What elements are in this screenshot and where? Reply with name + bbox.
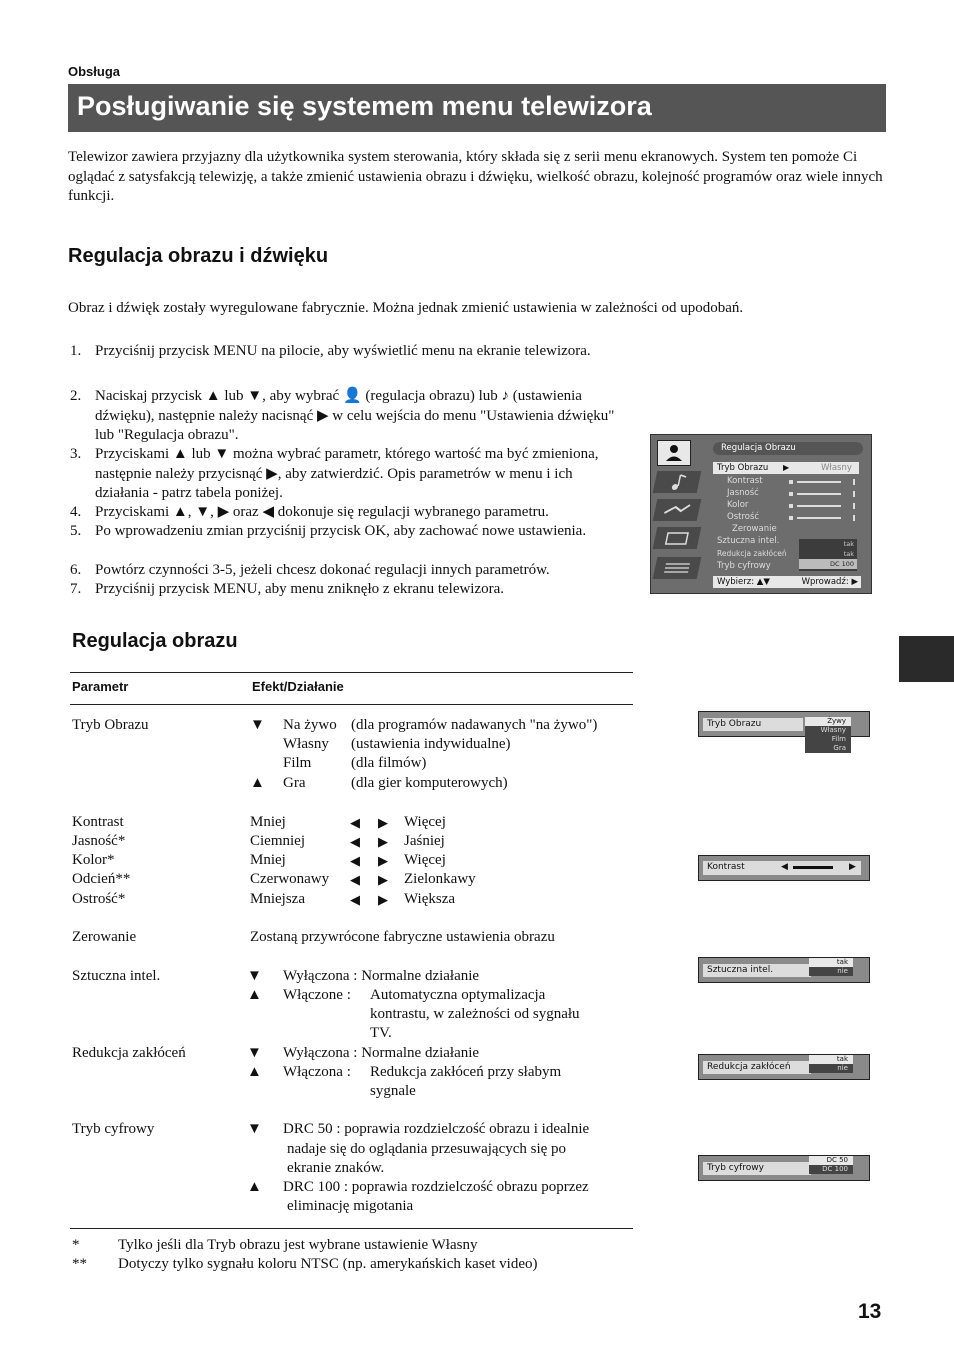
redukcja-on-label: Włączona : bbox=[283, 1064, 351, 1080]
redukcja-off: Wyłączona : Normalne działanie bbox=[283, 1045, 480, 1061]
table-top-rule bbox=[70, 672, 633, 673]
osd-slider-kolor bbox=[789, 503, 859, 509]
osd-value-cyfrowy: DC 100 bbox=[799, 559, 857, 569]
mini-option: DC 100 bbox=[822, 1165, 848, 1173]
right-arrow-icon: ▶ bbox=[378, 892, 388, 907]
osd-item-tryb: Tryb Obrazu bbox=[717, 463, 769, 473]
step-number: 1. bbox=[70, 343, 82, 359]
step-4 bbox=[70, 503, 630, 523]
osd-item-zerowanie: Zerowanie bbox=[732, 524, 777, 534]
slider-high: Większa bbox=[404, 891, 456, 907]
right-arrow-icon: ▶ bbox=[378, 834, 388, 849]
footnote-mark: * bbox=[72, 1237, 80, 1253]
step-text: Przyciśnij przycisk MENU na pilocie, aby wyświetlić menu na ekranie telewizora. bbox=[95, 343, 591, 359]
osd-panel bbox=[711, 439, 867, 589]
param-kontrast: Kontrast bbox=[72, 814, 124, 830]
mini-options bbox=[809, 958, 853, 976]
arrow-up: ▲ bbox=[250, 775, 265, 791]
arrow-down: ▼ bbox=[250, 717, 265, 733]
cyfrowy-drc100-2: eliminację migotania bbox=[287, 1198, 414, 1214]
arrow-down-icon: ▼ bbox=[247, 1045, 262, 1061]
features-icon bbox=[653, 499, 702, 521]
osd-tab-list bbox=[653, 557, 702, 579]
step-2 bbox=[70, 387, 630, 446]
param-cyfrowy: Tryb cyfrowy bbox=[72, 1121, 155, 1137]
table-bottom-rule bbox=[70, 1228, 633, 1229]
sztuczna-off: Wyłączona : Normalne działanie bbox=[283, 968, 480, 984]
cyfrowy-drc50-2: nadaje się do oglądania przesuwających się po bbox=[287, 1141, 567, 1157]
step-text: Naciskaj przycisk ▲ lub ▼, aby wybrać 👤 (regulacja obrazu) lub ♪ (ustawienia dźwięku), następnie należy nacisnąć ▶ w celu wejścia do menu "Ustawienia dźwięku" lub "Regulacja obrazu". bbox=[95, 388, 615, 443]
osd-footer bbox=[713, 576, 861, 588]
step-number: 6. bbox=[70, 562, 82, 578]
mini-screen-redukcja bbox=[698, 1054, 870, 1080]
osd-item-cyfrowy: Tryb cyfrowy bbox=[717, 561, 771, 571]
arrow-up-icon: ▲ bbox=[247, 1179, 262, 1195]
table-header-rule bbox=[70, 704, 633, 705]
left-arrow-icon: ◀ bbox=[350, 815, 360, 830]
mini-options bbox=[809, 1055, 853, 1073]
slider-low: Mniejsza bbox=[250, 891, 305, 907]
mini-screen-tryb bbox=[698, 711, 870, 752]
mode-name: Na żywo bbox=[283, 717, 337, 733]
side-tab-marker bbox=[899, 636, 954, 682]
step-number: 7. bbox=[70, 581, 82, 597]
osd-item-ostrosc: Ostrość bbox=[727, 512, 760, 522]
setup-icon bbox=[653, 527, 702, 549]
osd-tab-setup bbox=[653, 527, 702, 549]
osd-menu-screenshot bbox=[650, 434, 872, 594]
osd-title: Regulacja Obrazu bbox=[713, 442, 863, 455]
footnote-text: Tylko jeśli dla Tryb obrazu jest wybrane ustawienie Własny bbox=[118, 1237, 478, 1253]
zerowanie-desc: Zostaną przywrócone fabryczne ustawienia obrazu bbox=[250, 929, 555, 945]
step-5 bbox=[70, 522, 630, 542]
left-arrow-icon: ◀ bbox=[350, 834, 360, 849]
slider-high: Jaśniej bbox=[404, 833, 445, 849]
left-arrow-icon: ◀ bbox=[350, 853, 360, 868]
osd-slider-jasnosc bbox=[789, 491, 859, 497]
mini-label: Tryb cyfrowy bbox=[703, 1162, 811, 1175]
step-7 bbox=[70, 580, 630, 600]
step-number: 2. bbox=[70, 388, 82, 404]
mini-label: Redukcja zakłóceń bbox=[703, 1061, 811, 1074]
osd-item-jasnosc: Jasność bbox=[727, 488, 759, 498]
osd-tab-features bbox=[653, 499, 702, 521]
section-heading-picture-sound: Regulacja obrazu i dźwięku bbox=[68, 245, 329, 267]
mini-option: nie bbox=[837, 967, 848, 975]
arrow-down-icon: ▼ bbox=[247, 968, 262, 984]
param-sztuczna: Sztuczna intel. bbox=[72, 968, 161, 984]
mode-desc: (dla filmów) bbox=[351, 755, 427, 771]
sztuczna-on-desc: Automatyczna optymalizacja bbox=[370, 987, 546, 1003]
osd-item-kolor: Kolor bbox=[727, 500, 749, 510]
osd-value-redukcja: tak bbox=[843, 550, 854, 558]
mini-options bbox=[809, 1156, 853, 1174]
footnote-mark: ** bbox=[72, 1256, 87, 1272]
param-kolor: Kolor* bbox=[72, 852, 115, 868]
slider-high: Więcej bbox=[404, 814, 446, 830]
mini-option-selected: DC 50 bbox=[809, 1156, 853, 1165]
osd-selected-value: Własny bbox=[821, 463, 852, 473]
arrow-down-icon: ▼ bbox=[247, 1121, 262, 1137]
mini-option: Własny bbox=[820, 726, 846, 734]
arrow-up-icon: ▲ bbox=[247, 1064, 262, 1080]
step-text: Powtórz czynności 3-5, jeżeli chcesz dokonać regulacji innych parametrów. bbox=[95, 562, 550, 578]
slider-low: Czerwonawy bbox=[250, 871, 330, 887]
osd-footer-select: Wybierz: ▲▼ bbox=[717, 577, 770, 587]
mini-label: Tryb Obrazu bbox=[703, 718, 803, 731]
param-odcien: Odcień** bbox=[72, 871, 131, 887]
slider-high: Zielonkawy bbox=[404, 871, 476, 887]
osd-arrow: ▶ bbox=[783, 463, 790, 472]
osd-item-kontrast: Kontrast bbox=[727, 476, 763, 486]
page-title: Posługiwanie się systemem menu telewizora bbox=[77, 91, 652, 121]
step-number: 5. bbox=[70, 523, 82, 539]
mode-desc: (ustawienia indywidualne) bbox=[351, 736, 511, 752]
mode-desc: (dla gier komputerowych) bbox=[351, 775, 508, 791]
left-arrow-icon: ◀ bbox=[350, 892, 360, 907]
mini-option-selected: tak bbox=[809, 958, 853, 967]
left-arrow-icon: ◀ bbox=[350, 872, 360, 887]
osd-item-redukcja: Redukcja zakłóceń bbox=[717, 549, 787, 558]
osd-slider-ostrosc bbox=[789, 515, 859, 521]
param-ostrosc: Ostrość* bbox=[72, 891, 126, 907]
step-text: Po wprowadzeniu zmian przyciśnij przycisk OK, aby zachować nowe ustawienia. bbox=[95, 523, 587, 539]
step-number: 4. bbox=[70, 504, 82, 520]
step-1 bbox=[70, 342, 630, 362]
param-tryb-obrazu: Tryb Obrazu bbox=[72, 717, 149, 733]
step-number: 3. bbox=[70, 446, 82, 462]
right-arrow-icon: ▶ bbox=[378, 815, 388, 830]
factory-settings-paragraph: Obraz i dźwięk zostały wyregulowane fabrycznie. Można jednak zmienić ustawienia w zależności od upodobań. bbox=[68, 300, 744, 316]
intro-paragraph: Telewizor zawiera przyjazny dla użytkownika system sterowania, który składa się z serii menu ekranowych. System ten pomoże Ci oglądać z satysfakcją telewizję, a także zmienić ustawienia obrazu i dźwięku, wielkość obrazu, kolejność programów oraz wiele innych funkcji. bbox=[68, 149, 883, 204]
step-6 bbox=[70, 561, 630, 581]
osd-footer-enter: Wprowadź: ▶ bbox=[801, 577, 858, 587]
mini-label: Sztuczna intel. bbox=[703, 964, 811, 977]
footnote-text: Dotyczy tylko sygnału koloru NTSC (np. amerykańskich kaset video) bbox=[118, 1256, 538, 1272]
redukcja-on-desc: Redukcja zakłóceń przy słabym bbox=[370, 1064, 562, 1080]
step-text: Przyciśnij przycisk MENU, aby menu zniknęło z ekranu telewizora. bbox=[95, 581, 505, 597]
page-number: 13 bbox=[858, 1300, 882, 1323]
step-3 bbox=[70, 445, 630, 504]
osd-item-sztuczna: Sztuczna intel. bbox=[717, 536, 780, 546]
section-label: Obsługa bbox=[68, 64, 121, 79]
step-text: Przyciskami ▲ lub ▼ można wybrać parametr, którego wartość ma być zmieniona, następnie należy przycisnąć ▶, aby zatwierdzić. Opis parametrów w menu i ich działania - patrz tabela poniżej. bbox=[95, 446, 599, 501]
osd-slider-kontrast bbox=[789, 479, 859, 485]
col-header-param: Parametr bbox=[72, 679, 129, 694]
mini-options bbox=[805, 717, 851, 753]
param-redukcja: Redukcja zakłóceń bbox=[72, 1045, 186, 1061]
sztuczna-on-label: Włączone : bbox=[283, 987, 351, 1003]
mini-screen-sztuczna bbox=[698, 957, 870, 983]
redukcja-on-desc-2: sygnale bbox=[370, 1083, 416, 1099]
cyfrowy-drc50-3: ekranie znaków. bbox=[287, 1160, 385, 1176]
param-jasnosc: Jasność* bbox=[72, 833, 126, 849]
mode-name: Film bbox=[283, 755, 312, 771]
sztuczna-on-desc-2: kontrastu, w zależności od sygnału bbox=[370, 1006, 580, 1022]
osd-tab-picture bbox=[657, 440, 691, 466]
right-arrow-icon: ▶ bbox=[849, 861, 856, 871]
mini-option: Gra bbox=[833, 744, 846, 752]
osd-value-box bbox=[799, 539, 857, 571]
mode-name: Własny bbox=[283, 736, 329, 752]
osd-value-sztuczna: tak bbox=[843, 540, 854, 548]
right-arrow-icon: ▶ bbox=[378, 872, 388, 887]
slider-high: Więcej bbox=[404, 852, 446, 868]
step-text: Przyciskami ▲, ▼, ▶ oraz ◀ dokonuje się regulacji wybranego parametru. bbox=[95, 504, 549, 520]
mini-screen-cyfrowy bbox=[698, 1155, 870, 1181]
left-arrow-icon: ◀ bbox=[781, 861, 788, 871]
mini-option-selected: tak bbox=[809, 1055, 853, 1064]
music-note-icon bbox=[653, 471, 702, 493]
col-header-effect: Efekt/Działanie bbox=[252, 679, 344, 694]
mini-slider-track bbox=[793, 866, 833, 869]
mini-screen-kontrast bbox=[698, 855, 870, 881]
param-zerowanie: Zerowanie bbox=[72, 929, 137, 945]
slider-low: Mniej bbox=[250, 814, 286, 830]
right-arrow-icon: ▶ bbox=[378, 853, 388, 868]
osd-tab-sound bbox=[653, 471, 702, 493]
mini-label: Kontrast bbox=[707, 862, 745, 872]
mini-option: nie bbox=[837, 1064, 848, 1072]
arrow-up-icon: ▲ bbox=[247, 987, 262, 1003]
title-bar bbox=[68, 84, 886, 132]
mini-option-selected: Żywy bbox=[805, 717, 851, 726]
cyfrowy-drc50: DRC 50 : poprawia rozdzielczość obrazu i idealnie bbox=[283, 1121, 590, 1137]
sztuczna-on-desc-3: TV. bbox=[370, 1025, 392, 1041]
cyfrowy-drc100: DRC 100 : poprawia rozdzielczość obrazu poprzez bbox=[283, 1179, 589, 1195]
mode-name: Gra bbox=[283, 775, 306, 791]
mini-option: Film bbox=[831, 735, 846, 743]
person-icon bbox=[658, 441, 690, 465]
slider-low: Mniej bbox=[250, 852, 286, 868]
mode-desc: (dla programów nadawanych "na żywo") bbox=[351, 717, 598, 733]
slider-low: Ciemniej bbox=[250, 833, 305, 849]
list-icon bbox=[653, 557, 702, 579]
section-heading-picture: Regulacja obrazu bbox=[72, 630, 238, 652]
